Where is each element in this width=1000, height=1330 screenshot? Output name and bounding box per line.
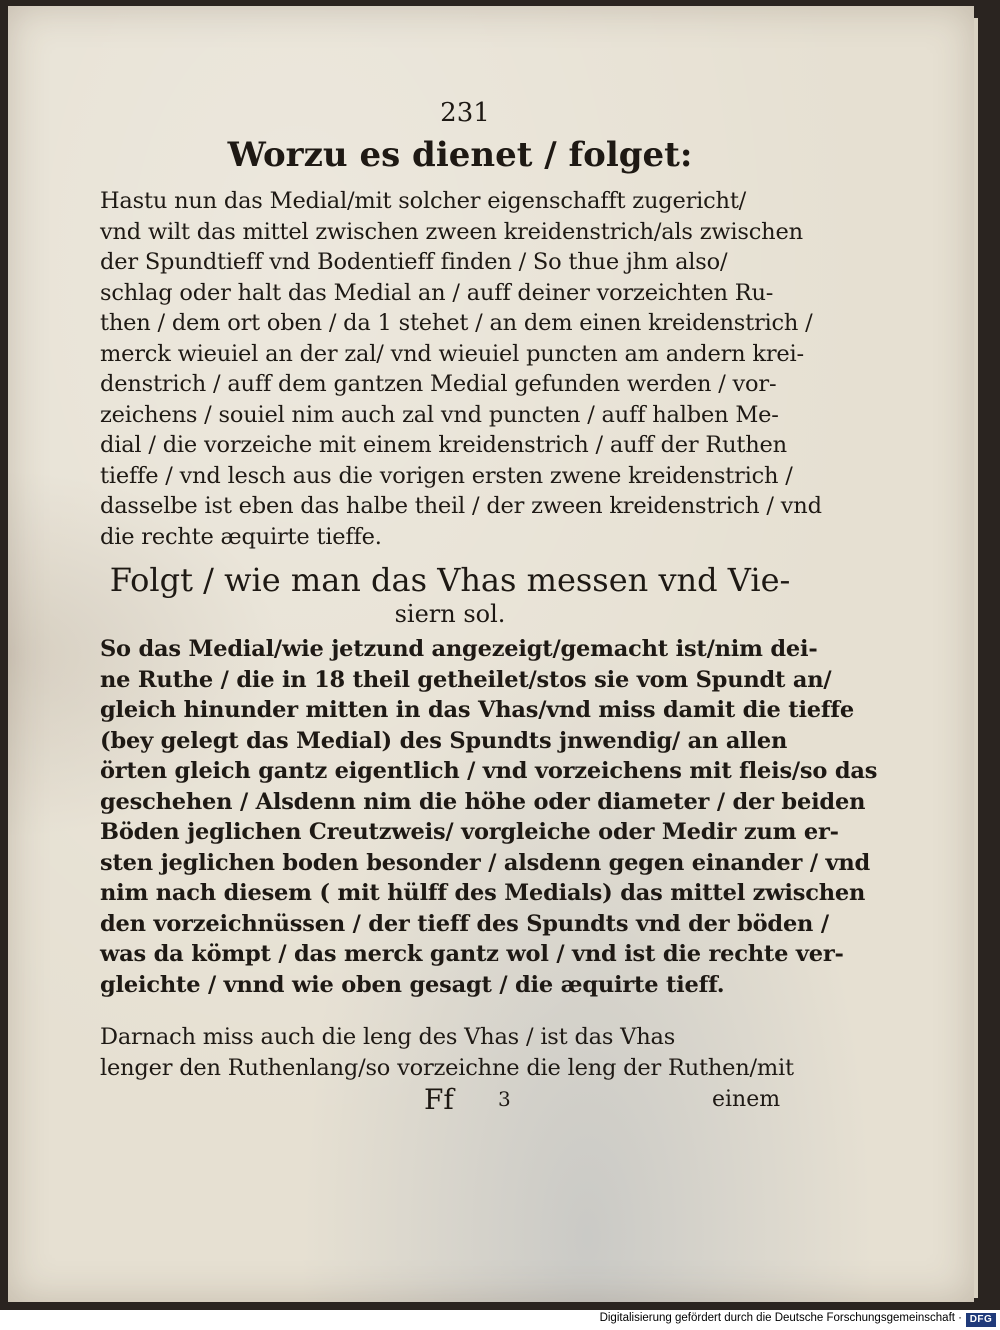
- text-line: dial / die vorzeiche mit einem kreidenstrich / auff der Ruthen: [100, 432, 787, 458]
- text-line: (bey gelegt das Medial) des Spundts jnwendig/ an allen: [100, 727, 788, 754]
- text-line: den vorzeichnüssen / der tieff des Spundts vnd der böden /: [100, 910, 829, 937]
- paragraph-2: [100, 634, 878, 1000]
- text-line: gleichte / vnnd wie oben gesagt / die æquirte tieff.: [100, 971, 725, 998]
- text-line: geschehen / Alsdenn nim die höhe oder diameter / der beiden: [100, 788, 866, 815]
- dfg-logo-icon: DFG: [966, 1313, 996, 1327]
- text-line: örten gleich gantz eigentlich / vnd vorzeichens mit fleis/so das: [100, 758, 878, 784]
- text-line: ne Ruthe / die in 18 theil getheilet/stos sie vom Spundt an/: [100, 666, 832, 693]
- page-edge: [974, 18, 978, 1298]
- page-text-block: [100, 98, 878, 1119]
- text-line: gleich hinunder mitten in das Vhas/vnd miss damit die tieffe: [100, 697, 854, 723]
- section-heading-2: Folgt / wie man das Vhas messen vnd Vie-: [109, 561, 791, 599]
- text-line: vnd wilt das mittel zwischen zween kreidenstrich/als zwischen: [100, 218, 803, 245]
- text-line: Böden jeglichen Creutzweis/ vorgleiche oder Medir zum er-: [100, 819, 839, 845]
- footer-bar: [0, 1310, 1000, 1330]
- paragraph-3: [100, 1022, 800, 1083]
- paragraph-1: [100, 186, 822, 552]
- text-line: So das Medial/wie jetzund angezeigt/gemacht ist/nim dei-: [100, 636, 818, 662]
- signature-line: [100, 1083, 800, 1119]
- text-line: tieffe / vnd lesch aus die vorigen ersten zwene kreidenstrich /: [100, 462, 793, 489]
- sheet-number: 3: [498, 1087, 511, 1111]
- catchword: einem: [712, 1087, 781, 1112]
- section-heading: Worzu es dienet / folget:: [227, 135, 693, 175]
- book-page: [8, 6, 974, 1302]
- text-line: dasselbe ist eben das halbe theil / der zween kreidenstrich / vnd: [100, 493, 822, 519]
- text-line: die rechte æquirte tieffe.: [100, 523, 382, 550]
- text-line: merck wieuiel an der zal/ vnd wieuiel puncten am andern krei-: [100, 340, 804, 367]
- section-heading-2-continuation: siern sol.: [394, 600, 506, 628]
- text-line: denstrich / auff dem gantzen Medial gefunden werden / vor-: [100, 371, 777, 397]
- text-line: sten jeglichen boden besonder / alsdenn gegen einander / vnd: [100, 849, 871, 876]
- text-line: schlag oder halt das Medial an / auff deiner vorzeichten Ru-: [100, 279, 774, 306]
- page-number: 231: [440, 98, 490, 128]
- text-line: zeichens / souiel nim auch zal vnd puncten / auff halben Me-: [100, 401, 779, 428]
- text-line: Darnach miss auch die leng des Vhas / ist das Vhas: [100, 1024, 676, 1050]
- text-line: was da kömpt / das merck gantz wol / vnd ist die rechte ver-: [100, 941, 844, 967]
- signature-mark: Ff: [424, 1083, 454, 1116]
- text-line: nim nach diesem ( mit hülff des Medials) das mittel zwischen: [100, 880, 866, 906]
- text-line: Hastu nun das Medial/mit solcher eigenschafft zugericht/: [100, 188, 747, 214]
- text-line: der Spundtieff vnd Bodentieff finden / So thue jhm also/: [100, 249, 728, 275]
- text-line: lenger den Ruthenlang/so vorzeichne die leng der Ruthen/mit: [100, 1054, 794, 1081]
- text-line: then / dem ort oben / da 1 stehet / an dem einen kreidenstrich /: [100, 310, 813, 336]
- funding-notice: Digitalisierung gefördert durch die Deutsche Forschungsgemeinschaft ·: [599, 1312, 962, 1324]
